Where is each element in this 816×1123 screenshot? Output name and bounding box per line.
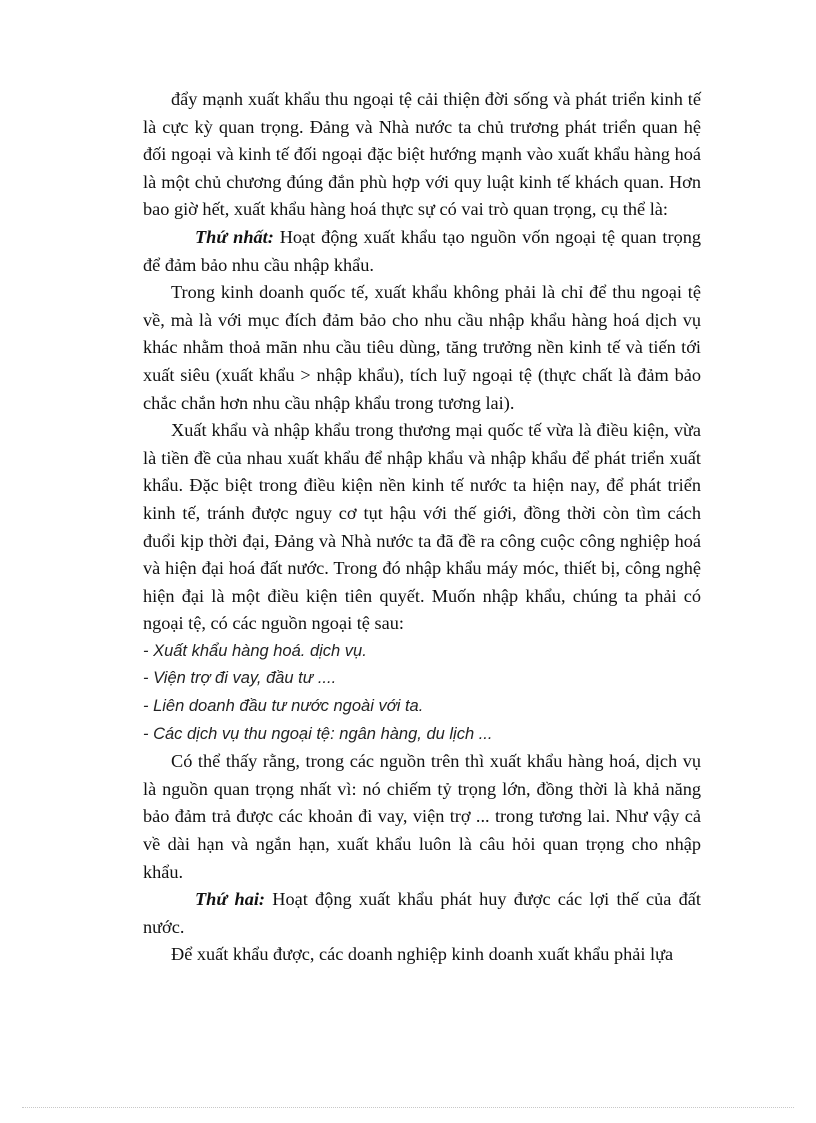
list-item: - Các dịch vụ thu ngoại tệ: ngân hàng, du lịch ...	[143, 724, 493, 743]
paragraph-last: Để xuất khẩu được, các doanh nghiệp kinh doanh xuất khẩu phải lựa	[171, 944, 674, 965]
list-item: - Viện trợ đi vay, đầu tư ....	[143, 669, 337, 688]
heading-first-text: Hoạt động xuất khẩu tạo nguồn vốn ngoại tệ quan trọng để đảm bảo nhu cầu nhập khẩu.	[143, 226, 701, 275]
paragraph-intro: đẩy mạnh xuất khẩu thu ngoại tệ cải thiện đời sống và phát triển kinh tế là cực kỳ quan trọng. Đảng và Nhà nước ta chủ trương phát triển quan hệ đối ngoại và kinh tế đối ngoại đặc biệt hướng mạnh vào xuất khẩu hàng hoá là một chủ chương đúng đắn phù hợp với quy luật kinh tế khách quan. Hơn bao giờ hết, xuất khẩu hàng hoá thực sự có vai trò quan trọng, cụ thể là:	[143, 89, 701, 220]
paragraph-conclusion: Có thể thấy rằng, trong các nguồn trên thì xuất khẩu hàng hoá, dịch vụ là nguồn quan trọng nhất vì: nó chiếm tỷ trọng lớn, đồng thời là khả năng bảo đảm trả được các khoản đi vay, viện trợ ... trong tương lai. Như vậy cả về dài hạn và ngắn hạn, xuất khẩu luôn là câu hỏi quan trọng cho nhập khẩu.	[143, 751, 701, 882]
document-page	[143, 86, 701, 969]
list-item: - Xuất khẩu hàng hoá. dịch vụ.	[143, 641, 367, 660]
heading-first	[143, 224, 701, 279]
list-item: - Liên doanh đầu tư nước ngoài với ta.	[143, 697, 424, 716]
footer-divider	[22, 1107, 794, 1108]
paragraph-business: Trong kinh doanh quốc tế, xuất khẩu không phải là chỉ để thu ngoại tệ về, mà là với mục đích đảm bảo cho nhu cầu nhập khẩu hàng hoá dịch vụ khác nhằm thoả mãn nhu cầu tiêu dùng, tăng trưởng nền kinh tế và tiến tới xuất siêu (xuất khẩu > nhập khẩu), tích luỹ ngoại tệ (thực chất là đảm bảo chắc chắn hơn nhu cầu nhập khẩu trong tương lai).	[143, 282, 701, 413]
heading-second	[143, 886, 701, 941]
paragraph-import-export: Xuất khẩu và nhập khẩu trong thương mại quốc tế vừa là điều kiện, vừa là tiền đề của nhau xuất khẩu để nhập khẩu và nhập khẩu để phát triển xuất khẩu. Đặc biệt trong điều kiện nền kinh tế nước ta hiện nay, để phát triển kinh tế, tránh được nguy cơ tụt hậu với thế giới, đồng thời còn tìm cách đuổi kịp thời đại, Đảng và Nhà nước ta đã đề ra công cuộc công nghiệp hoá và hiện đại hoá đất nước. Trong đó nhập khẩu máy móc, thiết bị, công nghệ hiện đại là một điều kiện tiên quyết. Muốn nhập khẩu, chúng ta phải có ngoại tệ, có các nguồn ngoại tệ sau:	[143, 420, 701, 634]
heading-second-lead: Thứ hai:	[195, 889, 266, 910]
heading-first-lead: Thứ nhất:	[195, 226, 274, 247]
heading-second-text: Hoạt động xuất khẩu phát huy được các lợi thế của đất nước.	[143, 889, 701, 937]
